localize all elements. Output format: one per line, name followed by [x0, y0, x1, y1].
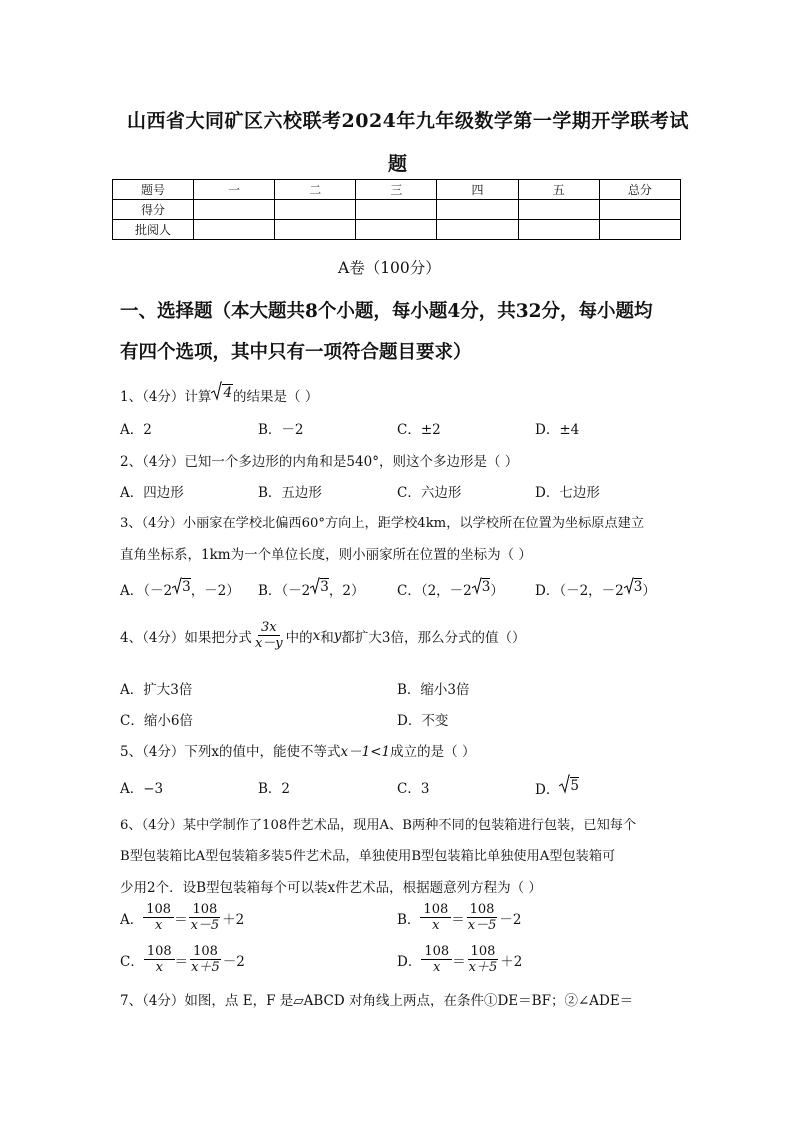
score-table-row-label: 得分 — [113, 200, 194, 220]
score-table-header-row — [113, 180, 681, 200]
question-3-line-2: 直角坐标系，1km为一个单位长度，则小丽家所在位置的坐标为（ ） — [120, 547, 532, 563]
q2-option-d: D．七边形 — [535, 485, 600, 501]
score-cell — [194, 200, 275, 220]
fraction — [144, 944, 175, 975]
q3-option-a — [120, 577, 240, 599]
q6-option-c-label: C． — [120, 953, 144, 970]
sqrt-symbol — [624, 577, 643, 595]
document-title: 山西省大同矿区六校联考2024年九年级数学第一学期开学联考试 — [127, 110, 689, 132]
fraction-denominator: x — [432, 918, 440, 933]
q6-option-a-label: A． — [120, 911, 144, 928]
q3-option-c-pre: C．（2，－2 — [397, 583, 472, 599]
score-table-header-cell: 总分 — [599, 180, 680, 200]
score-table-header-cell: 二 — [275, 180, 356, 200]
document-title-continued: 题 — [388, 153, 408, 175]
fraction-denominator: x — [433, 960, 441, 975]
q1-option-d: D．±4 — [535, 422, 580, 438]
question-4-prefix: 4、（4分）如果把分式 — [120, 629, 252, 646]
question-7: 7、（4分）如图，点 E，F 是▱ABCD 对角线上两点，在条件①DE＝BF；②∠ADE＝ — [120, 993, 634, 1009]
q5-option-d-label: D． — [535, 782, 560, 798]
fraction-denominator: x＋5 — [191, 960, 220, 975]
score-table-header-cell: 五 — [518, 180, 599, 200]
score-cell — [599, 220, 680, 240]
fraction — [421, 944, 452, 975]
score-cell — [437, 200, 518, 220]
q3-option-c-post: ） — [490, 583, 504, 599]
score-table-row-label: 批阅人 — [113, 220, 194, 240]
q3-option-b-pre: B．（－2 — [258, 583, 311, 599]
q1-option-b: B．－2 — [258, 422, 304, 438]
constant-term: ＋2 — [222, 911, 245, 928]
q3-radicand: 3 — [481, 579, 491, 595]
score-cell — [599, 200, 680, 220]
q4-option-c: C．缩小6倍 — [120, 713, 193, 729]
q6-option-b — [397, 902, 521, 933]
score-cell — [275, 220, 356, 240]
variable-y: y — [333, 627, 342, 644]
score-cell — [356, 200, 437, 220]
fraction-denominator: x－5 — [467, 918, 497, 933]
question-4-mid: 中的 — [285, 629, 313, 646]
fraction — [420, 902, 451, 933]
score-table-header-cell: 一 — [194, 180, 275, 200]
sqrt-symbol — [211, 381, 233, 401]
score-table-header-cell: 题号 — [113, 180, 194, 200]
q3-option-b — [258, 577, 364, 599]
q4-option-a: A．扩大3倍 — [120, 682, 193, 698]
fraction-denominator: x－y — [254, 636, 283, 651]
fraction-numerator: 108 — [468, 944, 499, 960]
question-1-prefix: 1、（4分）计算 — [120, 389, 212, 405]
q3-radicand: 3 — [633, 579, 643, 595]
q3-radicand: 3 — [320, 579, 329, 595]
sqrt-symbol — [310, 577, 329, 595]
fraction — [188, 902, 223, 933]
score-cell — [275, 200, 356, 220]
part1-heading-continued: 有四个选项，其中只有一项符合题目要求） — [120, 342, 472, 363]
fraction — [466, 944, 501, 975]
question-4 — [120, 620, 525, 651]
score-cell — [518, 220, 599, 240]
question-4-suffix: 都扩大3倍，那么分式的值（） — [341, 629, 526, 646]
q2-option-a: A．四边形 — [120, 485, 184, 501]
constant-term: －2 — [222, 953, 245, 970]
q5-option-a: A．−3 — [120, 781, 164, 797]
equals-sign: ＝ — [174, 953, 189, 970]
question-1-suffix: 的结果是（ ） — [233, 389, 319, 405]
q2-option-b: B．五边形 — [258, 485, 322, 501]
fraction — [465, 902, 500, 933]
q3-option-a-post: ，－2） — [190, 583, 240, 599]
q6-option-d-label: D． — [397, 953, 422, 970]
score-cell — [437, 220, 518, 240]
score-table-row — [113, 220, 681, 240]
q3-option-b-post: ，2） — [328, 583, 365, 599]
fraction-numerator: 108 — [144, 944, 175, 960]
question-4-and: 和 — [320, 629, 334, 646]
score-table-header-cell: 三 — [356, 180, 437, 200]
variable-x: x — [312, 627, 321, 644]
fraction — [252, 620, 286, 651]
equals-sign: ＝ — [452, 953, 466, 970]
q3-option-d — [535, 577, 656, 599]
fraction-denominator: x－5 — [190, 918, 220, 933]
fraction-numerator: 108 — [467, 902, 498, 918]
score-table-row — [113, 200, 681, 220]
q5-option-d — [535, 774, 579, 798]
question-6-line-3: 少用2个．设B型包装箱每个可以装x件艺术品，根据题意列方程为（ ） — [120, 880, 542, 896]
q5-radicand: 5 — [570, 778, 579, 794]
q4-option-b: B．缩小3倍 — [397, 682, 470, 698]
fraction — [143, 902, 174, 933]
equals-sign: ＝ — [174, 911, 188, 928]
inequality: x－1<1 — [340, 744, 391, 760]
q3-option-d-pre: D．（－2，－2 — [535, 583, 624, 599]
equals-sign: ＝ — [451, 911, 465, 928]
fraction-denominator: x — [154, 918, 163, 933]
fraction — [188, 944, 223, 975]
score-cell — [194, 220, 275, 240]
score-table-header-cell: 四 — [437, 180, 518, 200]
part1-heading: 一、选择题（本大题共8个小题，每小题4分，共32分，每小题均 — [120, 301, 653, 322]
constant-term: ＋2 — [500, 953, 523, 970]
question-1 — [120, 381, 318, 405]
q6-option-c — [120, 944, 245, 975]
question-5-suffix: 成立的是（ ） — [390, 744, 476, 760]
q3-radicand: 3 — [182, 579, 191, 595]
q4-option-d: D．不变 — [397, 713, 449, 729]
question-6-line-2: B型包装箱比A型包装箱多装5件艺术品，单独使用B型包装箱比单独使用A型包装箱可 — [120, 849, 616, 864]
fraction-numerator: 108 — [189, 902, 220, 918]
q6-option-b-label: B． — [397, 911, 421, 928]
sqrt-symbol — [472, 577, 491, 595]
score-cell — [518, 200, 599, 220]
score-table — [112, 179, 681, 240]
q3-option-a-pre: A．（－2 — [120, 583, 173, 599]
q6-option-d — [397, 944, 522, 975]
score-cell — [356, 220, 437, 240]
question-2: 2、（4分）已知一个多边形的内角和是540°，则这个多边形是（ ） — [120, 454, 519, 470]
fraction-numerator: 108 — [420, 902, 451, 918]
section-a-title: A卷（100分） — [338, 259, 441, 277]
question-5-prefix: 5、（4分）下列x的值中，能使不等式 — [120, 744, 341, 760]
fraction-numerator: 3x — [258, 620, 280, 636]
constant-term: －2 — [499, 911, 522, 928]
q1-option-a: A．2 — [120, 422, 152, 438]
fraction-numerator: 108 — [190, 944, 221, 960]
q3-option-c — [397, 577, 504, 599]
sqrt-symbol — [559, 774, 579, 794]
q3-option-d-post: ） — [642, 583, 656, 599]
question-5 — [120, 740, 475, 760]
question-1-radicand: 4 — [223, 385, 233, 401]
q5-option-c: C．3 — [397, 781, 430, 797]
q6-option-a — [120, 902, 244, 933]
question-6-line-1: 6、（4分）某中学制作了108件艺术品，现用A、B两种不同的包装箱进行包装，已知每个 — [120, 818, 637, 833]
fraction-numerator: 108 — [143, 902, 174, 918]
q2-option-c: C．六边形 — [397, 485, 462, 501]
q1-option-c: C．±2 — [397, 422, 441, 438]
fraction-denominator: x — [155, 960, 163, 975]
question-3-line-1: 3、（4分）小丽家在学校北偏西60°方向上，距学校4km，以学校所在位置为坐标原点建立 — [120, 516, 645, 531]
q5-option-b: B．2 — [258, 781, 291, 797]
sqrt-symbol — [172, 577, 191, 595]
fraction-numerator: 108 — [421, 944, 452, 960]
fraction-denominator: x＋5 — [468, 960, 498, 975]
